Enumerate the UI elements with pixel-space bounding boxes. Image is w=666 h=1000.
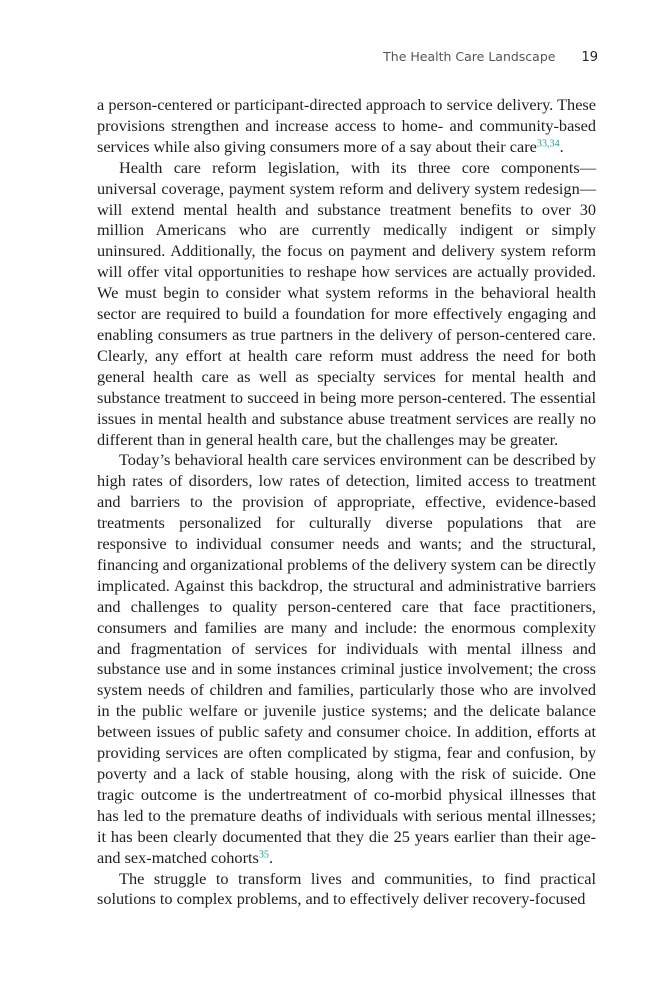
paragraph [97,450,596,868]
paragraph-text: The struggle to transform lives and communities, to find practical solutions to complex problems, and to effectively deliver recovery-focused [97,868,596,909]
running-title: The Health Care Landscape [383,49,556,64]
paragraph-tail: . [268,847,274,867]
paragraph [97,158,596,451]
citation-link[interactable]: 33,34 [536,138,560,150]
paragraph-continued [97,95,596,158]
paragraph-tail: . [559,136,564,156]
paragraph-text: a person-centered or participant-directed approach to service delivery. These provisions strengthen and increase access to home- and community-based services while also giving consumers more of a say about their care [97,95,596,156]
body-text [97,95,596,910]
running-head [383,49,598,65]
paragraph-text: Health care reform legislation, with its three core components—universal coverage, payment system reform and delivery system redesign—will extend mental health and substance treatment benefits to over 30 million Americans who are currently medically indigent or simply uninsured. Additionally, the focus on payment and delivery system reform will offer vital opportunities to reshape how services are actually provided. We must begin to consider what system reforms in the behavioral health sector are required to build a foundation for more effectively engaging and enabling consumers as true partners in the delivery of person-centered care. Clearly, any effort at health care reform must address the need for both general health care as well as specialty services for mental health and substance treatment to succeed in being more person-centered. The essential issues in mental health and substance abuse treatment services are really no different than in general health care, but the challenges may be greater. [97,157,596,449]
page-number: 19 [581,50,598,65]
paragraph-text: Today’s behavioral health care services environment can be described by high rates of disorders, low rates of detection, limited access to treatment and barriers to the provision of appropriate, effective, evidence-based treatments personalized for culturally diverse populations that are responsive to individual consumer needs and wants; and the structural, financing and organizational problems of the delivery system can be directly implicated. Against this backdrop, the structural and administrative barriers and challenges to quality person-centered care that face practitioners, consumers and families are many and include: the enormous complexity and fragmentation of services for individuals with mental illness and substance use and in some instances criminal justice involvement; the cross system needs of children and families, particularly those who are involved in the public welfare or juvenile justice systems; and the delicate balance between issues of public safety and consumer choice. In addition, efforts at providing services are often complicated by stigma, fear and confusion, by poverty and a lack of stable housing, along with the risk of suicide. One tragic outcome is the undertreatment of co-morbid physical illnesses that has led to the premature deaths of individuals with serious mental illnesses; it has been clearly documented that they die 25 years earlier than their age- and sex-matched cohorts [97,450,596,867]
paragraph [97,869,596,911]
citation-link[interactable]: 35 [258,849,269,861]
